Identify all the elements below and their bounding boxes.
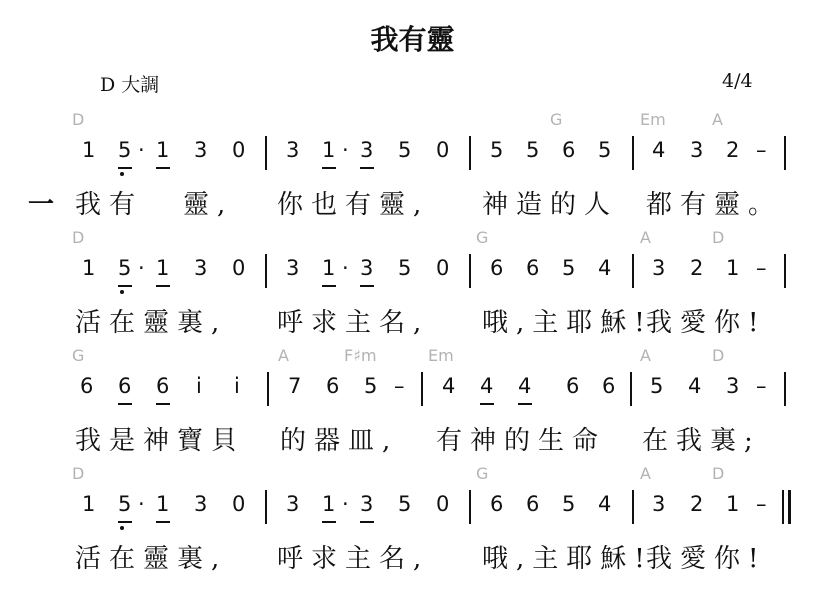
jianpu-note: 5 bbox=[118, 138, 132, 162]
bar-line bbox=[784, 136, 786, 170]
bar-line bbox=[784, 254, 786, 288]
jianpu-note: 5 bbox=[650, 374, 664, 398]
chord-symbol: G bbox=[476, 228, 489, 247]
jianpu-note: · bbox=[342, 256, 349, 280]
jianpu-note: 5 bbox=[598, 138, 612, 162]
chord-symbol: D bbox=[712, 464, 725, 483]
time-signature: 4/4 bbox=[722, 70, 753, 92]
jianpu-note: 4 bbox=[652, 138, 666, 162]
jianpu-note: 6 bbox=[566, 374, 580, 398]
key-signature: D 大調 bbox=[100, 74, 160, 96]
lyric-phrase: 活在靈裏, bbox=[75, 308, 228, 338]
bar-line bbox=[469, 490, 471, 524]
jianpu-note: 5 bbox=[364, 374, 378, 398]
jianpu-note: · bbox=[138, 492, 145, 516]
jianpu-note: 2 bbox=[726, 138, 740, 162]
jianpu-note: 6 bbox=[490, 256, 504, 280]
chord-symbol: Em bbox=[428, 346, 454, 365]
lyric-phrase: 我是神寶貝 bbox=[75, 426, 246, 456]
note-underline bbox=[360, 167, 374, 169]
jianpu-note: 5 bbox=[562, 256, 576, 280]
chord-symbol: G bbox=[72, 346, 85, 365]
jianpu-note: – bbox=[756, 138, 767, 162]
bar-line bbox=[265, 490, 267, 524]
chord-symbol: D bbox=[712, 346, 725, 365]
jianpu-note: 1 bbox=[322, 138, 336, 162]
chord-symbol: D bbox=[712, 228, 725, 247]
jianpu-note: 3 bbox=[286, 256, 300, 280]
jianpu-note: 6 bbox=[80, 374, 94, 398]
jianpu-note: 1 bbox=[156, 138, 170, 162]
lyric-phrase: 的器皿, bbox=[280, 426, 399, 456]
chord-symbol: A bbox=[640, 346, 651, 365]
jianpu-note: 3 bbox=[652, 492, 666, 516]
jianpu-note: i bbox=[196, 374, 202, 398]
jianpu-note: 1 bbox=[726, 256, 740, 280]
jianpu-note: 3 bbox=[360, 256, 374, 280]
jianpu-note: i bbox=[234, 374, 240, 398]
chord-symbol: D bbox=[72, 110, 85, 129]
chord-symbol: A bbox=[278, 346, 289, 365]
note-underline bbox=[156, 521, 170, 523]
jianpu-note: 0 bbox=[232, 256, 246, 280]
note-underline bbox=[156, 403, 170, 405]
jianpu-note: 5 bbox=[562, 492, 576, 516]
chord-symbol: D bbox=[72, 464, 85, 483]
lyric-phrase: 活在靈裏, bbox=[75, 544, 228, 574]
jianpu-note: · bbox=[342, 138, 349, 162]
bar-line bbox=[265, 136, 267, 170]
jianpu-note: 1 bbox=[322, 492, 336, 516]
jianpu-note: 6 bbox=[526, 256, 540, 280]
jianpu-note: 3 bbox=[690, 138, 704, 162]
bar-line bbox=[782, 490, 784, 524]
jianpu-note: 6 bbox=[526, 492, 540, 516]
jianpu-note: 4 bbox=[598, 256, 612, 280]
lyric-phrase: 呼求主名, bbox=[277, 308, 430, 338]
lyric-phrase: 哦,主耶穌! bbox=[482, 544, 653, 574]
lower-octave-dot bbox=[120, 526, 124, 530]
bar-line bbox=[421, 372, 423, 406]
lyric-phrase: 我愛你! bbox=[646, 308, 767, 338]
jianpu-note: 4 bbox=[598, 492, 612, 516]
note-underline bbox=[360, 521, 374, 523]
note-underline bbox=[118, 403, 132, 405]
jianpu-note: 5 bbox=[118, 492, 132, 516]
jianpu-note: 5 bbox=[398, 492, 412, 516]
bar-line bbox=[469, 136, 471, 170]
lyric-phrase: 神造的人 bbox=[482, 190, 619, 220]
jianpu-note: 0 bbox=[436, 492, 450, 516]
jianpu-note: · bbox=[342, 492, 349, 516]
jianpu-note: 0 bbox=[232, 138, 246, 162]
jianpu-note: 1 bbox=[82, 492, 96, 516]
bar-line bbox=[267, 372, 269, 406]
jianpu-note: 2 bbox=[690, 256, 704, 280]
lyric-phrase: 我愛你! bbox=[646, 544, 767, 574]
jianpu-note: – bbox=[756, 492, 767, 516]
chord-symbol: G bbox=[476, 464, 489, 483]
jianpu-note: 3 bbox=[726, 374, 740, 398]
lyric-phrase: 呼求主名, bbox=[277, 544, 430, 574]
jianpu-note: 3 bbox=[360, 492, 374, 516]
jianpu-note: 1 bbox=[82, 256, 96, 280]
lower-octave-dot bbox=[120, 290, 124, 294]
jianpu-note: 3 bbox=[194, 138, 208, 162]
jianpu-note: 4 bbox=[518, 374, 532, 398]
jianpu-note: 3 bbox=[286, 138, 300, 162]
note-underline bbox=[118, 285, 132, 287]
note-underline bbox=[156, 167, 170, 169]
lyric-phrase: 哦,主耶穌! bbox=[482, 308, 653, 338]
jianpu-note: 5 bbox=[398, 256, 412, 280]
bar-line bbox=[265, 254, 267, 288]
jianpu-note: 1 bbox=[82, 138, 96, 162]
chord-symbol: D bbox=[72, 228, 85, 247]
lyric-phrase: 靈, bbox=[183, 190, 234, 220]
bar-line bbox=[469, 254, 471, 288]
jianpu-note: 0 bbox=[436, 256, 450, 280]
lyric-phrase: 一 bbox=[28, 190, 55, 220]
lyric-phrase: 我有 bbox=[75, 190, 144, 220]
bar-line bbox=[632, 490, 634, 524]
lyric-phrase: 你也有靈, bbox=[277, 190, 430, 220]
chord-symbol: A bbox=[712, 110, 723, 129]
bar-line bbox=[632, 254, 634, 288]
note-underline bbox=[518, 403, 532, 405]
note-underline bbox=[322, 167, 336, 169]
chord-symbol: Em bbox=[640, 110, 666, 129]
jianpu-note: 6 bbox=[326, 374, 340, 398]
jianpu-note: 4 bbox=[442, 374, 456, 398]
jianpu-note: 3 bbox=[286, 492, 300, 516]
jianpu-note: 2 bbox=[690, 492, 704, 516]
jianpu-note: 6 bbox=[602, 374, 616, 398]
jianpu-note: 0 bbox=[232, 492, 246, 516]
jianpu-note: 3 bbox=[194, 256, 208, 280]
chord-symbol: G bbox=[550, 110, 563, 129]
jianpu-note: · bbox=[138, 138, 145, 162]
note-underline bbox=[480, 403, 494, 405]
lyric-phrase: 有神的生命 bbox=[436, 426, 607, 456]
jianpu-note: 0 bbox=[436, 138, 450, 162]
lyric-phrase: 都有靈。 bbox=[646, 190, 783, 220]
jianpu-note: 1 bbox=[156, 256, 170, 280]
bar-line bbox=[630, 372, 632, 406]
jianpu-note: 3 bbox=[360, 138, 374, 162]
jianpu-note: 5 bbox=[526, 138, 540, 162]
bar-line bbox=[788, 490, 791, 524]
bar-line bbox=[632, 136, 634, 170]
jianpu-note: 6 bbox=[562, 138, 576, 162]
jianpu-note: 5 bbox=[398, 138, 412, 162]
jianpu-note: 6 bbox=[156, 374, 170, 398]
jianpu-note: 1 bbox=[156, 492, 170, 516]
jianpu-note: 6 bbox=[490, 492, 504, 516]
jianpu-note: 5 bbox=[118, 256, 132, 280]
jianpu-note: 1 bbox=[726, 492, 740, 516]
note-underline bbox=[156, 285, 170, 287]
jianpu-note: – bbox=[756, 256, 767, 280]
jianpu-note: 7 bbox=[288, 374, 302, 398]
jianpu-note: 5 bbox=[490, 138, 504, 162]
note-underline bbox=[322, 521, 336, 523]
jianpu-note: 1 bbox=[322, 256, 336, 280]
note-underline bbox=[360, 285, 374, 287]
lyric-phrase: 在我裏; bbox=[642, 426, 761, 456]
jianpu-note: 3 bbox=[652, 256, 666, 280]
lower-octave-dot bbox=[120, 172, 124, 176]
jianpu-note: 3 bbox=[194, 492, 208, 516]
chord-symbol: A bbox=[640, 464, 651, 483]
chord-symbol: A bbox=[640, 228, 651, 247]
jianpu-note: – bbox=[756, 374, 767, 398]
jianpu-note: 4 bbox=[480, 374, 494, 398]
note-underline bbox=[118, 521, 132, 523]
jianpu-note: · bbox=[138, 256, 145, 280]
jianpu-note: – bbox=[394, 374, 405, 398]
jianpu-note: 4 bbox=[688, 374, 702, 398]
bar-line bbox=[784, 372, 786, 406]
note-underline bbox=[322, 285, 336, 287]
song-title: 我有靈 bbox=[370, 23, 455, 56]
note-underline bbox=[118, 167, 132, 169]
chord-symbol: F♯m bbox=[344, 346, 377, 365]
jianpu-note: 6 bbox=[118, 374, 132, 398]
